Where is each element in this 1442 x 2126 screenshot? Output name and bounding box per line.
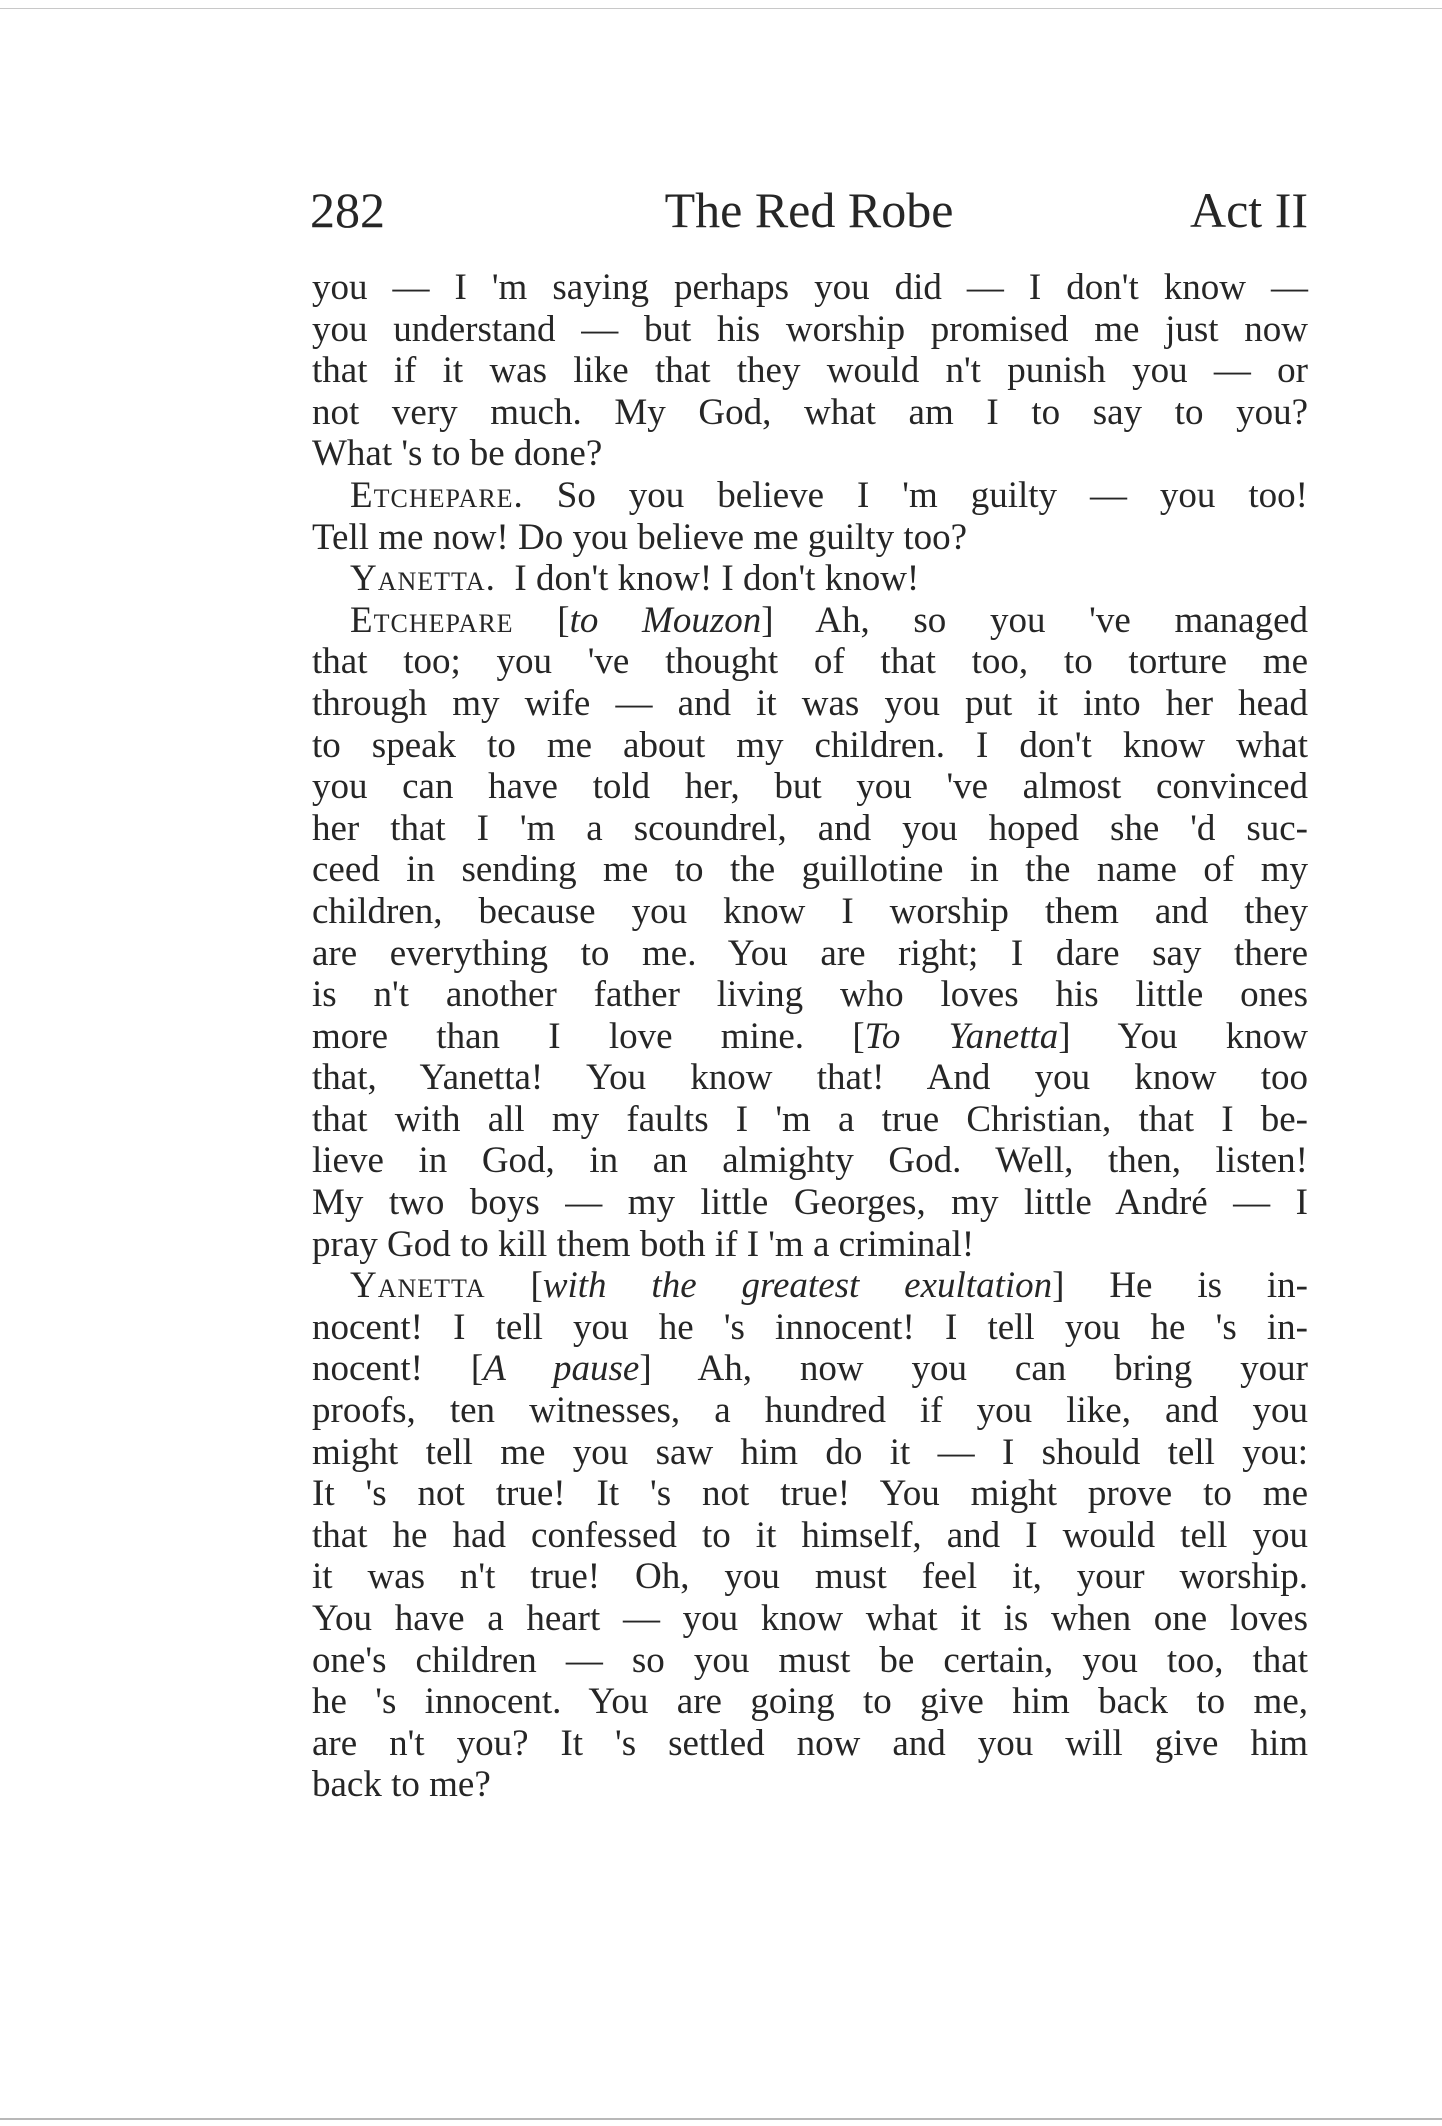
- text-line: you can have told her, but you 've almost convinced: [312, 766, 1308, 808]
- text-line: ceed in sending me to the guillotine in the name of my: [312, 849, 1308, 891]
- text-line: you — I 'm saying perhaps you did — I don't know —: [312, 267, 1308, 308]
- text-line: through my wife — and it was you put it into her head: [312, 682, 1308, 724]
- text-line: nocent! I tell you he 's innocent! I tell you he 's in-: [312, 1306, 1308, 1348]
- speech-text: I don't know! I don't know!: [514, 558, 920, 600]
- text-line: are n't you? It 's settled now and you will give him: [312, 1722, 1308, 1764]
- text-line: that too; you 've thought of that too, to torture me: [312, 641, 1308, 683]
- stage-direction: to Mouzon: [569, 599, 762, 641]
- text-line: children, because you know I worship them and they: [312, 890, 1308, 932]
- text-line: back to me?: [312, 1764, 491, 1806]
- text-line: that if it was like that they would n't punish you — or: [312, 350, 1308, 392]
- speech-text: So you believe I 'm guilty — you too!: [556, 474, 1308, 516]
- text-line: not very much. My God, what am I to say to you?: [312, 391, 1308, 433]
- text-line: Tell me now! Do you believe me guilty too?: [312, 516, 968, 558]
- speech-text: Ah, now you can bring your: [697, 1348, 1308, 1390]
- text-line: lieve in God, in an almighty God. Well, then, listen!: [312, 1140, 1308, 1182]
- text-line: What 's to be done?: [312, 433, 603, 475]
- stage-direction: with the greatest exultation: [542, 1265, 1053, 1307]
- text-line: proofs, ten witnesses, a hundred if you like, and you: [312, 1390, 1308, 1432]
- speech-line: [312, 475, 1308, 517]
- text-line: might tell me you saw him do it — I should tell you:: [312, 1431, 1308, 1473]
- stage-direction: A pause: [483, 1348, 640, 1390]
- text-line: he 's innocent. You are going to give him back to me,: [312, 1681, 1308, 1723]
- speech-line: nocent! [A pause] Ah, now you can bring your: [312, 1348, 1308, 1390]
- speech-text: Ah, so you 've managed: [815, 599, 1308, 641]
- speaker-name: Yanetta: [350, 1265, 486, 1307]
- page-number: 282: [310, 182, 385, 238]
- text-line: You have a heart — you know what it is when one loves: [312, 1598, 1308, 1639]
- speech-line: Yanetta [with the greatest exultation] He is in-: [350, 1265, 1308, 1307]
- running-header: [310, 175, 1308, 245]
- act-label: Act II: [1190, 182, 1308, 238]
- text-line: pray God to kill them both if I 'm a criminal!: [312, 1223, 975, 1265]
- running-title: The Red Robe: [664, 182, 954, 238]
- play-text: [312, 267, 1308, 1806]
- text-line: one's children — so you must be certain, you too, that: [312, 1639, 1308, 1681]
- stage-direction: To Yanetta: [864, 1015, 1059, 1057]
- text-line: that, Yanetta! You know that! And you know too: [312, 1057, 1308, 1099]
- speaker-name: Etchepare: [350, 599, 514, 641]
- text-line: it was n't true! Oh, you must feel it, your worship.: [312, 1556, 1308, 1598]
- text-line: is n't another father living who loves his little ones: [312, 974, 1308, 1016]
- bottom-scan-edge: [0, 2118, 1442, 2120]
- text-line: It 's not true! It 's not true! You might prove to me: [312, 1473, 1308, 1515]
- text-line: My two boys — my little Georges, my little André — I: [312, 1182, 1308, 1224]
- speech-line: [312, 558, 1308, 600]
- speech-line: more than I love mine. [To Yanetta] You know: [312, 1015, 1308, 1057]
- text-line: that with all my faults I 'm a true Christian, that I be-: [312, 1098, 1308, 1140]
- top-scan-edge: [0, 8, 1442, 9]
- speech-text: nocent!: [312, 1348, 423, 1390]
- text-line: you understand — but his worship promised me just now: [312, 308, 1308, 350]
- speech-text: more than I love mine.: [312, 1015, 805, 1057]
- text-line: to speak to me about my children. I don't know what: [312, 724, 1308, 766]
- speech-text: He is in-: [1109, 1265, 1308, 1307]
- speech-line: Etchepare [to Mouzon] Ah, so you 've managed: [350, 599, 1308, 641]
- speech-text: You know: [1117, 1015, 1308, 1057]
- speaker-name: Etchepare.: [350, 474, 524, 516]
- speaker-name: Yanetta.: [350, 558, 496, 600]
- text-line: her that I 'm a scoundrel, and you hoped she 'd suc-: [312, 807, 1308, 849]
- text-line: are everything to me. You are right; I dare say there: [312, 932, 1308, 974]
- text-line: that he had confessed to it himself, and I would tell you: [312, 1514, 1308, 1556]
